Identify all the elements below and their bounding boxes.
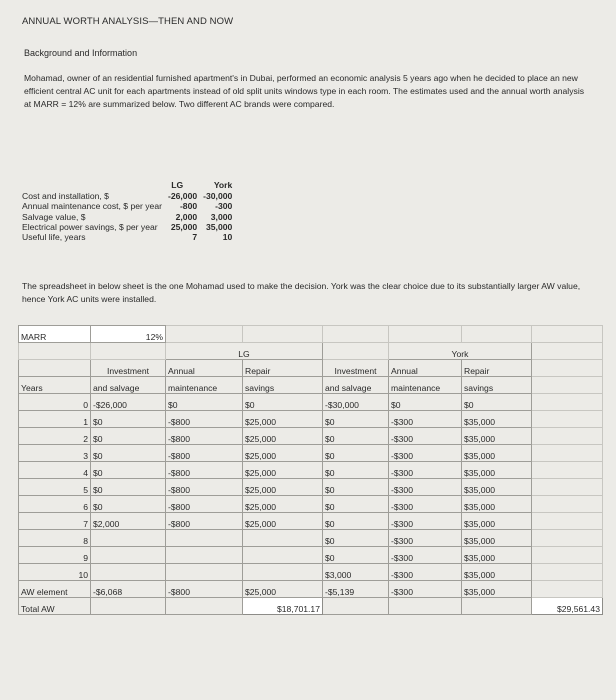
header-lg-investment[interactable]: Investment bbox=[91, 360, 166, 377]
york-annual-cell[interactable]: -$300 bbox=[389, 479, 462, 496]
empty-cell[interactable] bbox=[19, 343, 91, 360]
york-investment-cell[interactable]: $0 bbox=[323, 479, 389, 496]
lg-repair-cell[interactable] bbox=[243, 564, 323, 581]
empty-cell[interactable] bbox=[532, 428, 603, 445]
estimates-row bbox=[22, 201, 232, 211]
estimate-york-value: -300 bbox=[215, 201, 233, 212]
lg-annual-cell[interactable]: -$800 bbox=[166, 479, 243, 496]
lg-repair-cell[interactable] bbox=[243, 530, 323, 547]
york-repair-cell[interactable]: $35,000 bbox=[462, 445, 532, 462]
header-york-salvage[interactable]: and salvage bbox=[323, 377, 389, 394]
empty-cell[interactable] bbox=[532, 377, 603, 394]
estimate-label: Cost and installation, $ bbox=[22, 191, 109, 201]
intro-paragraph: Mohamad, owner of an residential furnished apartment's in Dubai, performed an economic analysis 5 years ago when he decided to place an new efficient central AC unit for each apartments instead of old split units windows type in each room. The estimates used and the annual worth analysis at MARR = 12% are summarized below. Two different AC brands were compared. bbox=[24, 73, 585, 109]
header-lg-annual[interactable]: Annual bbox=[166, 360, 243, 377]
empty-cell[interactable] bbox=[532, 343, 603, 360]
estimates-row bbox=[22, 212, 232, 222]
york-investment-cell[interactable]: $0 bbox=[323, 462, 389, 479]
york-investment-cell[interactable]: $0 bbox=[323, 547, 389, 564]
lg-brand-header[interactable]: LG bbox=[166, 343, 323, 360]
estimate-label: Annual maintenance cost, $ per year bbox=[22, 201, 162, 212]
table-row bbox=[19, 547, 603, 564]
estimate-label: Salvage value, $ bbox=[22, 211, 86, 222]
empty-cell[interactable] bbox=[389, 598, 462, 615]
header-york-investment[interactable]: Investment bbox=[323, 360, 389, 377]
total-aw-label[interactable]: Total AW bbox=[19, 598, 91, 615]
empty-cell[interactable] bbox=[91, 598, 166, 615]
estimate-york-value: 35,000 bbox=[206, 221, 233, 232]
york-repair-cell[interactable]: $0 bbox=[462, 394, 532, 411]
york-annual-cell[interactable]: -$300 bbox=[389, 530, 462, 547]
lg-annual-cell[interactable]: -$800 bbox=[166, 462, 243, 479]
lg-repair-cell[interactable]: $25,000 bbox=[243, 496, 323, 513]
estimate-york-value: 3,000 bbox=[210, 211, 233, 222]
empty-cell[interactable] bbox=[532, 547, 603, 564]
table-row bbox=[19, 445, 603, 462]
year-cell[interactable]: 3 bbox=[19, 445, 91, 462]
background-heading: Background and Information bbox=[24, 48, 138, 58]
estimates-header-lg: LG bbox=[171, 180, 184, 190]
estimate-lg-value: 7 bbox=[192, 232, 198, 243]
lg-aw-repair[interactable]: $25,000 bbox=[243, 581, 323, 598]
lg-annual-cell[interactable] bbox=[166, 564, 243, 581]
lg-repair-cell[interactable]: $25,000 bbox=[243, 411, 323, 428]
york-brand-header[interactable]: York bbox=[389, 343, 532, 360]
york-investment-cell[interactable]: $0 bbox=[323, 530, 389, 547]
york-repair-cell[interactable]: $35,000 bbox=[462, 462, 532, 479]
empty-cell[interactable] bbox=[462, 326, 532, 343]
empty-cell[interactable] bbox=[323, 326, 389, 343]
lg-total-aw[interactable]: $18,701.17 bbox=[243, 598, 323, 615]
year-cell[interactable]: 8 bbox=[19, 530, 91, 547]
header-lg-maintenance[interactable]: maintenance bbox=[166, 377, 243, 394]
estimates-row bbox=[22, 232, 232, 242]
empty-cell[interactable] bbox=[166, 326, 243, 343]
lg-repair-cell[interactable]: $25,000 bbox=[243, 445, 323, 462]
lg-aw-investment[interactable]: -$6,068 bbox=[91, 581, 166, 598]
york-investment-cell[interactable]: $0 bbox=[323, 428, 389, 445]
empty-cell[interactable] bbox=[532, 581, 603, 598]
york-annual-cell[interactable]: $0 bbox=[389, 394, 462, 411]
lg-investment-cell[interactable] bbox=[91, 530, 166, 547]
empty-cell[interactable] bbox=[166, 598, 243, 615]
lg-investment-cell[interactable] bbox=[91, 564, 166, 581]
york-repair-cell[interactable]: $35,000 bbox=[462, 530, 532, 547]
empty-cell[interactable] bbox=[462, 598, 532, 615]
lg-annual-cell[interactable]: -$800 bbox=[166, 411, 243, 428]
aw-element-row bbox=[19, 581, 603, 598]
york-repair-cell[interactable]: $35,000 bbox=[462, 479, 532, 496]
lg-annual-cell[interactable]: -$800 bbox=[166, 428, 243, 445]
empty-cell[interactable] bbox=[532, 496, 603, 513]
lg-investment-cell[interactable]: $0 bbox=[91, 411, 166, 428]
empty-cell[interactable] bbox=[532, 530, 603, 547]
empty-cell[interactable] bbox=[91, 343, 166, 360]
header-lg-savings[interactable]: savings bbox=[243, 377, 323, 394]
lg-repair-cell[interactable]: $25,000 bbox=[243, 479, 323, 496]
empty-cell[interactable] bbox=[532, 564, 603, 581]
estimate-lg-value: 25,000 bbox=[170, 221, 198, 232]
york-repair-cell[interactable]: $35,000 bbox=[462, 547, 532, 564]
empty-cell[interactable] bbox=[532, 462, 603, 479]
york-annual-cell[interactable]: -$300 bbox=[389, 411, 462, 428]
lg-repair-cell[interactable] bbox=[243, 547, 323, 564]
lg-repair-cell[interactable]: $25,000 bbox=[243, 462, 323, 479]
lg-investment-cell[interactable]: $2,000 bbox=[91, 513, 166, 530]
york-investment-cell[interactable]: $3,000 bbox=[323, 564, 389, 581]
marr-row bbox=[19, 326, 603, 343]
york-investment-cell[interactable]: $0 bbox=[323, 513, 389, 530]
empty-cell[interactable] bbox=[532, 326, 603, 343]
lg-annual-cell[interactable]: -$800 bbox=[166, 513, 243, 530]
empty-cell[interactable] bbox=[323, 598, 389, 615]
lg-annual-cell[interactable] bbox=[166, 547, 243, 564]
estimates-header-york: York bbox=[213, 180, 233, 190]
york-annual-cell[interactable]: -$300 bbox=[389, 547, 462, 564]
years-header[interactable]: Years bbox=[19, 377, 91, 394]
header-row-2 bbox=[19, 377, 603, 394]
york-investment-cell[interactable]: -$30,000 bbox=[323, 394, 389, 411]
york-aw-annual[interactable]: -$300 bbox=[389, 581, 462, 598]
estimate-york-value: 10 bbox=[222, 232, 233, 243]
header-york-maintenance[interactable]: maintenance bbox=[389, 377, 462, 394]
table-row bbox=[19, 394, 603, 411]
table-row bbox=[19, 479, 603, 496]
york-annual-cell[interactable]: -$300 bbox=[389, 496, 462, 513]
york-repair-cell[interactable]: $35,000 bbox=[462, 513, 532, 530]
header-york-repair[interactable]: Repair bbox=[462, 360, 532, 377]
estimates-table bbox=[22, 180, 232, 242]
empty-cell[interactable] bbox=[243, 326, 323, 343]
estimates-row bbox=[22, 222, 232, 232]
lg-annual-cell[interactable]: $0 bbox=[166, 394, 243, 411]
document-title: ANNUAL WORTH ANALYSIS—THEN AND NOW bbox=[22, 16, 234, 27]
marr-label-cell[interactable]: MARR bbox=[19, 326, 91, 343]
york-repair-cell[interactable]: $35,000 bbox=[462, 411, 532, 428]
lg-investment-cell[interactable]: $0 bbox=[91, 496, 166, 513]
york-repair-cell[interactable]: $35,000 bbox=[462, 564, 532, 581]
total-aw-row bbox=[19, 598, 603, 615]
lg-investment-cell[interactable]: -$26,000 bbox=[91, 394, 166, 411]
lg-repair-cell[interactable]: $0 bbox=[243, 394, 323, 411]
estimates-block bbox=[22, 180, 232, 242]
table-row bbox=[19, 530, 603, 547]
york-investment-cell[interactable]: $0 bbox=[323, 445, 389, 462]
york-aw-repair[interactable]: $35,000 bbox=[462, 581, 532, 598]
lg-investment-cell[interactable]: $0 bbox=[91, 479, 166, 496]
lg-annual-cell[interactable]: -$800 bbox=[166, 496, 243, 513]
york-repair-cell[interactable]: $35,000 bbox=[462, 428, 532, 445]
header-york-annual[interactable]: Annual bbox=[389, 360, 462, 377]
table-row bbox=[19, 513, 603, 530]
year-cell[interactable]: 10 bbox=[19, 564, 91, 581]
table-row bbox=[19, 428, 603, 445]
lg-investment-cell[interactable] bbox=[91, 547, 166, 564]
york-investment-cell[interactable]: $0 bbox=[323, 411, 389, 428]
estimate-label: Useful life, years bbox=[22, 232, 86, 243]
york-total-aw[interactable]: $29,561.43 bbox=[532, 598, 603, 615]
empty-cell[interactable] bbox=[323, 343, 389, 360]
estimate-lg-value: -800 bbox=[179, 201, 198, 212]
lg-investment-cell[interactable]: $0 bbox=[91, 462, 166, 479]
year-cell[interactable]: 0 bbox=[19, 394, 91, 411]
empty-cell[interactable] bbox=[19, 360, 91, 377]
estimates-row bbox=[22, 191, 232, 201]
year-cell[interactable]: 7 bbox=[19, 513, 91, 530]
york-repair-cell[interactable]: $35,000 bbox=[462, 496, 532, 513]
lg-repair-cell[interactable]: $25,000 bbox=[243, 428, 323, 445]
header-lg-salvage[interactable]: and salvage bbox=[91, 377, 166, 394]
york-annual-cell[interactable]: -$300 bbox=[389, 445, 462, 462]
table-row bbox=[19, 496, 603, 513]
empty-cell[interactable] bbox=[532, 394, 603, 411]
empty-cell[interactable] bbox=[532, 411, 603, 428]
year-cell[interactable]: 9 bbox=[19, 547, 91, 564]
york-annual-cell[interactable]: -$300 bbox=[389, 462, 462, 479]
york-annual-cell[interactable]: -$300 bbox=[389, 564, 462, 581]
lg-investment-cell[interactable]: $0 bbox=[91, 428, 166, 445]
estimate-label: Electrical power savings, $ per year bbox=[22, 221, 158, 232]
table-row bbox=[19, 411, 603, 428]
estimate-york-value: -30,000 bbox=[203, 191, 233, 201]
lg-investment-cell[interactable]: $0 bbox=[91, 445, 166, 462]
year-cell[interactable]: 4 bbox=[19, 462, 91, 479]
lg-annual-cell[interactable]: -$800 bbox=[166, 445, 243, 462]
aw-element-label[interactable]: AW element bbox=[19, 581, 91, 598]
lg-aw-annual[interactable]: -$800 bbox=[166, 581, 243, 598]
year-cell[interactable]: 2 bbox=[19, 428, 91, 445]
header-lg-repair[interactable]: Repair bbox=[243, 360, 323, 377]
empty-cell[interactable] bbox=[532, 445, 603, 462]
lg-repair-cell[interactable]: $25,000 bbox=[243, 513, 323, 530]
york-investment-cell[interactable]: $0 bbox=[323, 496, 389, 513]
marr-value-cell[interactable]: 12% bbox=[91, 326, 166, 343]
empty-cell[interactable] bbox=[389, 326, 462, 343]
table-row bbox=[19, 462, 603, 479]
york-annual-cell[interactable]: -$300 bbox=[389, 513, 462, 530]
brand-row bbox=[19, 343, 603, 360]
estimate-lg-value: 2,000 bbox=[175, 211, 198, 222]
york-aw-investment[interactable]: -$5,139 bbox=[323, 581, 389, 598]
estimate-lg-value: -26,000 bbox=[167, 191, 198, 201]
header-york-savings[interactable]: savings bbox=[462, 377, 532, 394]
empty-cell[interactable] bbox=[532, 479, 603, 496]
year-cell[interactable]: 5 bbox=[19, 479, 91, 496]
lg-annual-cell[interactable] bbox=[166, 530, 243, 547]
empty-cell[interactable] bbox=[532, 513, 603, 530]
year-cell[interactable]: 6 bbox=[19, 496, 91, 513]
aw-spreadsheet bbox=[18, 325, 603, 615]
spreadsheet-intro: The spreadsheet in below sheet is the one Mohamad used to make the decision. York was the clear choice due to its substantially larger AW value, hence York AC units were installed. bbox=[22, 281, 581, 304]
year-cell[interactable]: 1 bbox=[19, 411, 91, 428]
header-row-1 bbox=[19, 360, 603, 377]
empty-cell[interactable] bbox=[532, 360, 603, 377]
york-annual-cell[interactable]: -$300 bbox=[389, 428, 462, 445]
table-row bbox=[19, 564, 603, 581]
